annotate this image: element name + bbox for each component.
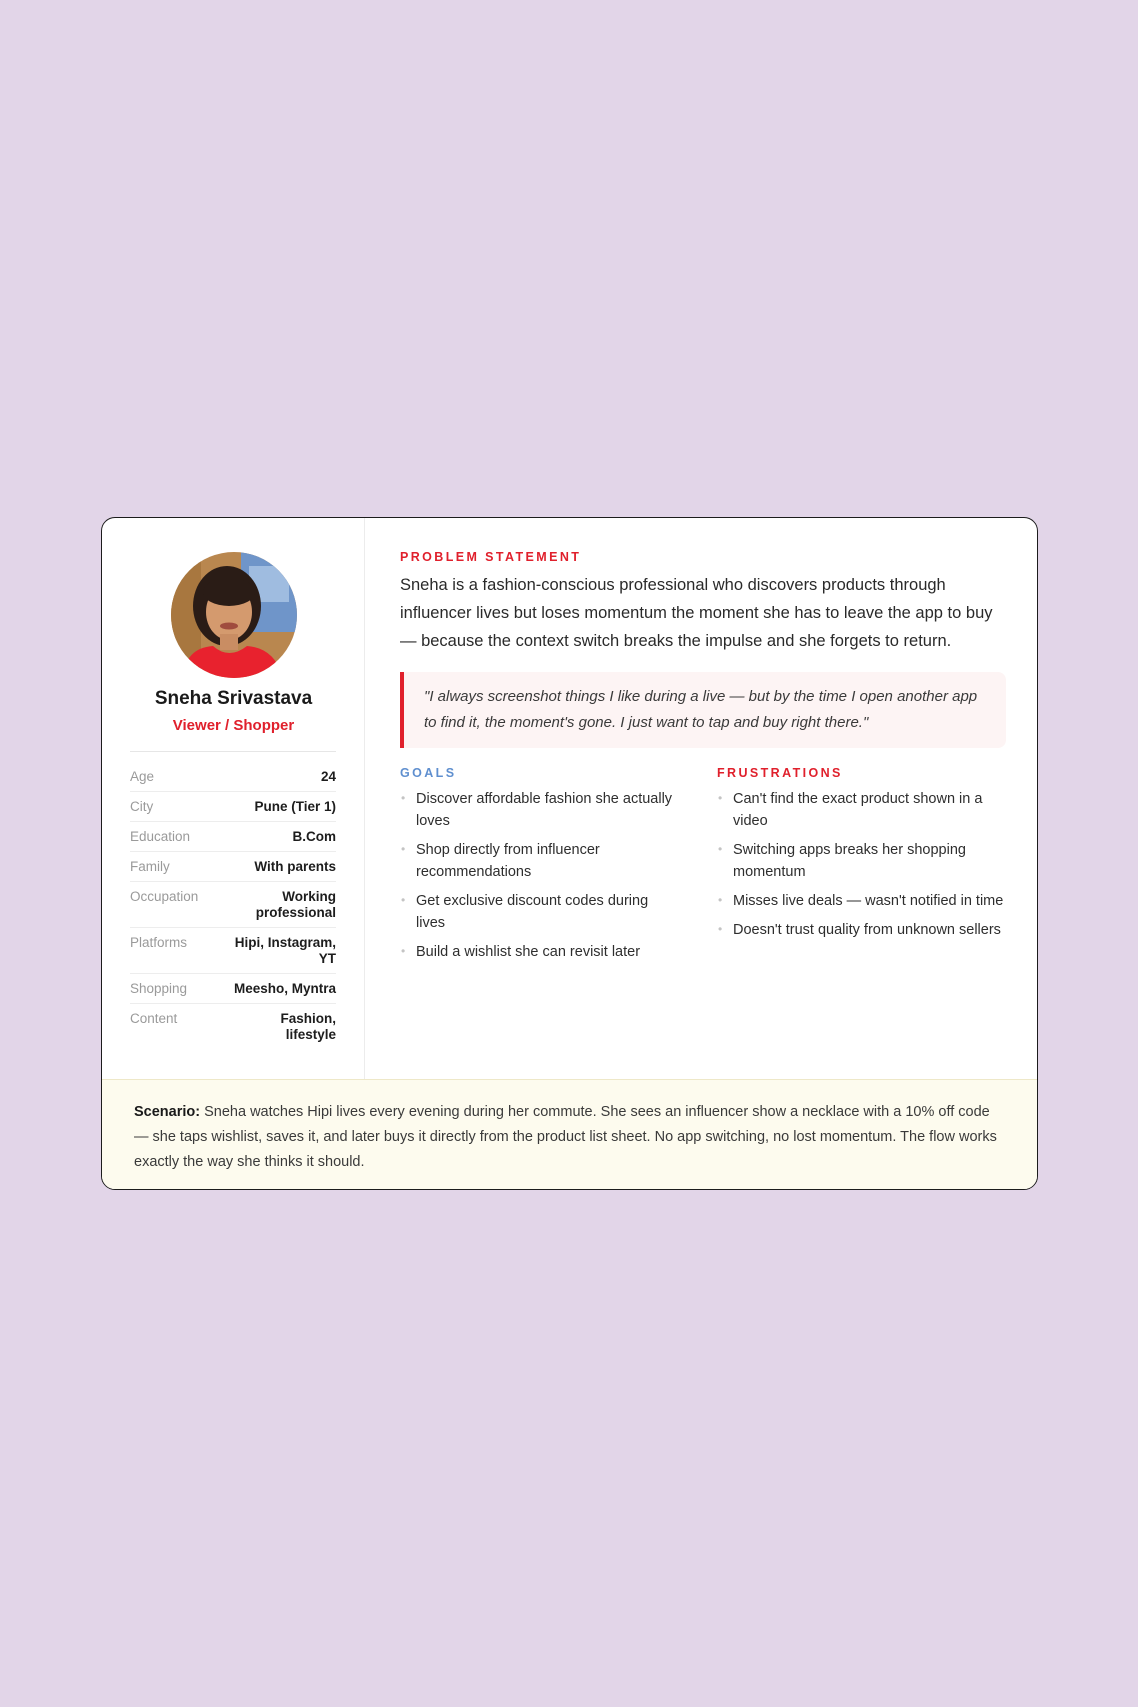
fact-key: Education (130, 829, 191, 844)
fact-value: Working professional (255, 889, 336, 920)
persona-name: Sneha Srivastava (154, 688, 313, 709)
fact-shopping (130, 974, 336, 1004)
frustration-item: • Switching apps breaks her shopping momentum (717, 839, 1007, 883)
fact-key: Content (130, 1011, 178, 1026)
profile-panel (102, 518, 365, 1079)
persona-card (101, 517, 1038, 1190)
fact-value: With parents (254, 859, 336, 874)
details-panel (400, 518, 1006, 1079)
goals-label: GOALS (400, 766, 457, 780)
fact-key: Platforms (130, 935, 188, 950)
fact-key: Occupation (130, 889, 199, 904)
scenario-box (102, 1079, 1037, 1190)
fact-value: Pune (Tier 1) (254, 799, 336, 814)
problem-statement-label: PROBLEM STATEMENT (400, 550, 582, 564)
divider (130, 751, 336, 752)
fact-key: Shopping (130, 981, 188, 996)
fact-key: City (130, 799, 154, 814)
fact-value: Fashion, lifestyle (280, 1011, 336, 1042)
avatar (171, 552, 297, 678)
fact-education (130, 822, 336, 852)
persona-quote: "I always screenshot things I like during a live — but by the time I open another app to find it, the moment's gone. I just want to tap and buy right there." (400, 672, 1006, 748)
frustration-item: • Doesn't trust quality from unknown sellers (717, 919, 1007, 941)
problem-statement-text: Sneha is a fashion-conscious professional who discovers products through influencer lives but loses momentum the moment she has to leave the app to buy — because the context switch breaks the impulse and she forgets to return. (400, 576, 993, 650)
persona-role: Viewer / Shopper (172, 717, 295, 734)
fact-family (130, 852, 336, 882)
fact-key: Age (130, 769, 155, 784)
fact-value: Meesho, Myntra (233, 981, 336, 996)
frustration-item: • Misses live deals — wasn't notified in time (717, 890, 1007, 912)
frustrations-list (717, 788, 1007, 948)
fact-city (130, 792, 336, 822)
scenario-label: Scenario: (134, 1104, 201, 1120)
goal-item: • Get exclusive discount codes during lives (400, 890, 675, 934)
goal-item: • Shop directly from influencer recommendations (400, 839, 675, 883)
fact-value: 24 (320, 769, 336, 784)
scenario-text: Sneha watches Hipi lives every evening during her commute. She sees an influencer show a necklace with a 10% off code — she taps wishlist, saves it, and later buys it directly from the product list sheet. No app switching, no lost momentum. The flow works exactly the way she thinks it should. (134, 1104, 997, 1170)
fact-age (130, 762, 336, 792)
fact-value: Hipi, Instagram, YT (234, 935, 336, 966)
fact-platforms (130, 928, 336, 974)
frustrations-label: FRUSTRATIONS (717, 766, 843, 780)
fact-content (130, 1004, 336, 1049)
facts-list (130, 762, 336, 1049)
fact-occupation (130, 882, 336, 928)
goal-item: • Discover affordable fashion she actually loves (400, 788, 675, 832)
fact-value: B.Com (292, 829, 336, 844)
fact-key: Family (130, 859, 170, 874)
goal-item: • Build a wishlist she can revisit later (400, 941, 675, 963)
frustration-item: • Can't find the exact product shown in a video (717, 788, 1007, 832)
goals-list (400, 788, 675, 970)
